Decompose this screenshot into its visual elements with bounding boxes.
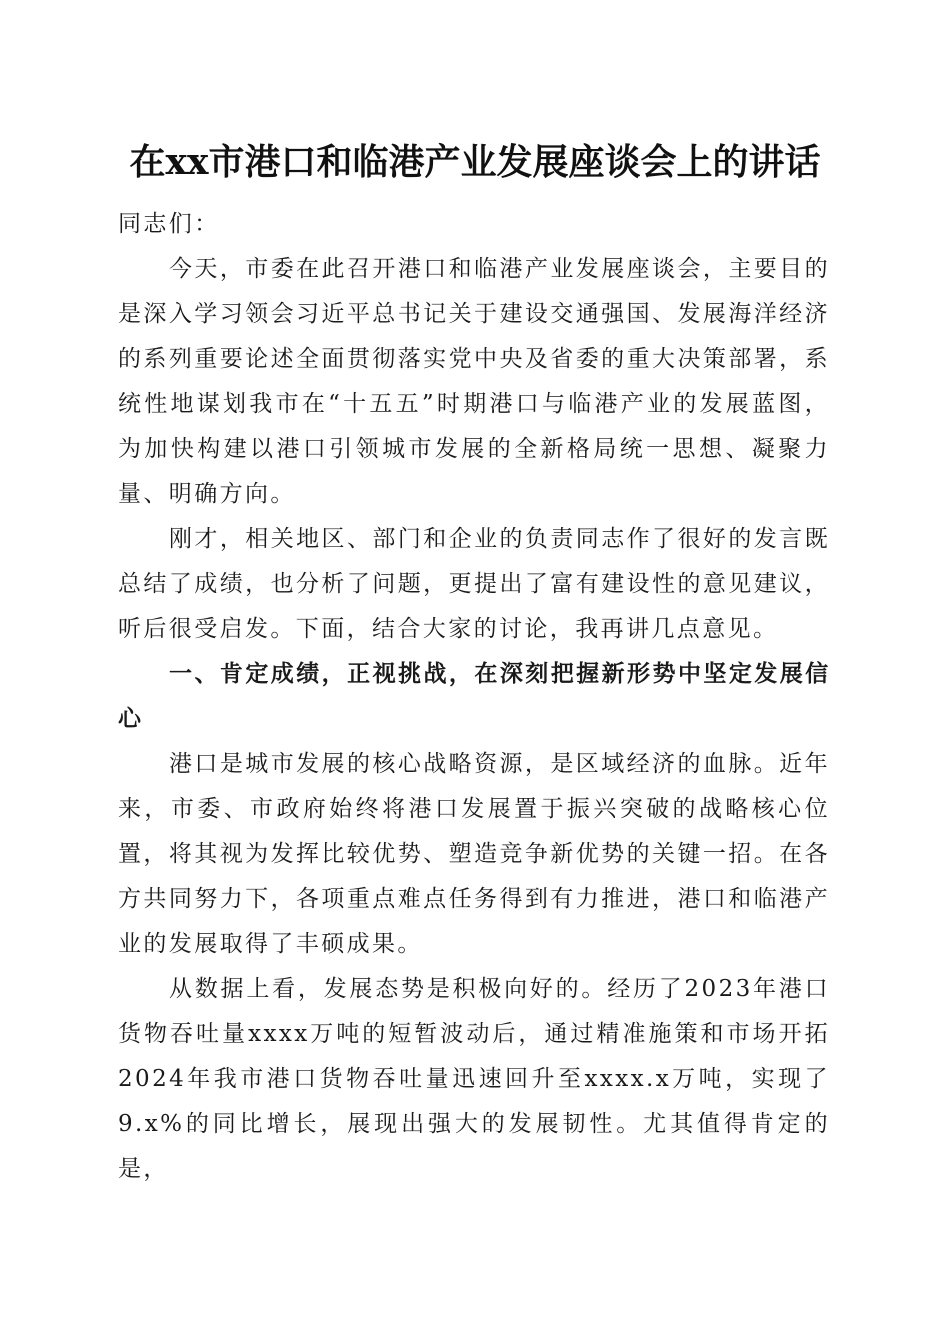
paragraph-discussion: 刚才，相关地区、部门和企业的负责同志作了很好的发言既总结了成绩，也分析了问题，更提出了富有建设性的意见建议，听后很受启发。下面，结合大家的讨论，我再讲几点意见。 xyxy=(118,526,830,642)
section-heading: 一、肯定成绩，正视挑战，在深刻把握新形势中坚定发展信心 xyxy=(118,661,830,732)
document-body xyxy=(118,202,830,1192)
document-title: 在xx市港口和临港产业发展座谈会上的讲话 xyxy=(129,141,821,183)
salutation: 同志们： xyxy=(118,211,220,237)
paragraph-data: 从数据上看，发展态势是积极向好的。经历了2023年港口货物吞吐量xxxx万吨的短暂波动后，通过精准施策和市场开拓2024年我市港口货物吞吐量迅速回升至xxxx.x万吨，实现了9.x%的同比增长，展现出强大的发展韧性。尤其值得肯定的是， xyxy=(118,976,830,1182)
paragraph-port-role: 港口是城市发展的核心战略资源，是区域经济的血脉。近年来，市委、市政府始终将港口发展置于振兴突破的战略核心位置，将其视为发挥比较优势、塑造竞争新优势的关键一招。在各方共同努力下，各项重点难点任务得到有力推进，港口和临港产业的发展取得了丰硕成果。 xyxy=(118,751,830,957)
paragraph-opening: 今天，市委在此召开港口和临港产业发展座谈会，主要目的是深入学习领会习近平总书记关于建设交通强国、发展海洋经济的系列重要论述全面贯彻落实党中央及省委的重大决策部署，系统性地谋划我市在“十五五”时期港口与临港产业的发展蓝图，为加快构建以港口引领城市发展的全新格局统一思想、凝聚力量、明确方向。 xyxy=(118,256,830,507)
